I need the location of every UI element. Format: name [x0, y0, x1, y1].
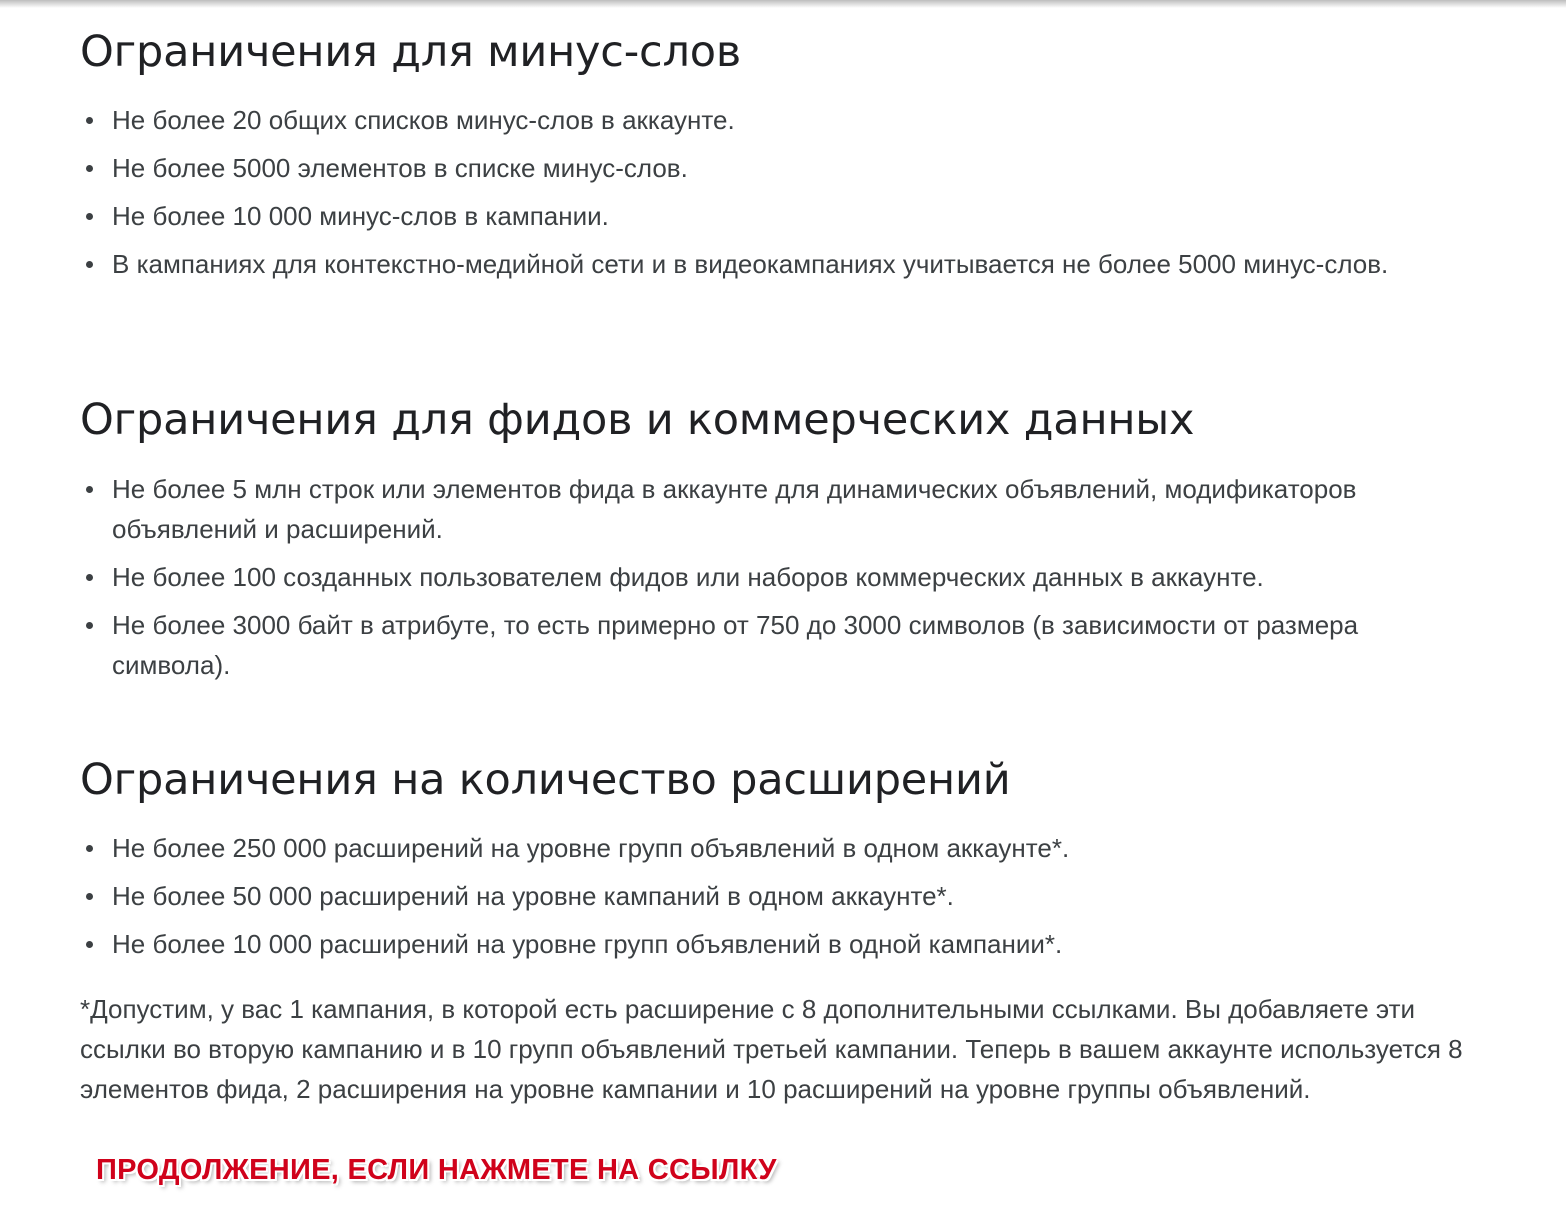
negative-keywords-list: [80, 100, 1480, 292]
list-item: Не более 10 000 минус-слов в кампании.: [80, 196, 1480, 236]
list-item: Не более 20 общих списков минус-слов в аккаунте.: [80, 100, 1480, 140]
section-title-negative-keywords: Ограничения для минус-слов: [80, 27, 742, 77]
footnote: *Допустим, у вас 1 кампания, в которой есть расширение с 8 дополнительными ссылками. Вы добавляете эти ссылки во вторую кампанию и в 10 групп объявлений третьей кампании. Теперь в вашем аккаунте используется 8 элементов фида, 2 расширения на уровне кампании и 10 расширений на уровне группы объявлений.: [80, 994, 1463, 1104]
extensions-list: [80, 828, 1480, 972]
list-item: Не более 100 созданных пользователем фидов или наборов коммерческих данных в аккаунте.: [80, 557, 1480, 597]
list-item: Не более 250 000 расширений на уровне групп объявлений в одном аккаунте*.: [80, 828, 1480, 868]
list-item: Не более 5 млн строк или элементов фида в аккаунте для динамических объявлений, модификаторов объявлений и расширений.: [80, 469, 1480, 549]
list-item: Не более 10 000 расширений на уровне групп объявлений в одной кампании*.: [80, 924, 1480, 964]
list-item: Не более 3000 байт в атрибуте, то есть примерно от 750 до 3000 символов (в зависимости от размера символа).: [80, 605, 1480, 685]
list-item: Не более 50 000 расширений на уровне кампаний в одном аккаунте*.: [80, 876, 1480, 916]
list-item: В кампаниях для контекстно-медийной сети и в видеокампаниях учитывается не более 5000 минус-слов.: [80, 244, 1480, 284]
feeds-list: [80, 469, 1480, 693]
section-title-feeds: Ограничения для фидов и коммерческих данных: [80, 395, 1195, 445]
list-item: Не более 5000 элементов в списке минус-слов.: [80, 148, 1480, 188]
continue-link[interactable]: ПРОДОЛЖЕНИЕ, ЕСЛИ НАЖМЕТЕ НА ССЫЛКУ: [96, 1154, 777, 1186]
top-shadow: [0, 0, 1566, 8]
section-title-extensions: Ограничения на количество расширений: [80, 755, 1011, 805]
